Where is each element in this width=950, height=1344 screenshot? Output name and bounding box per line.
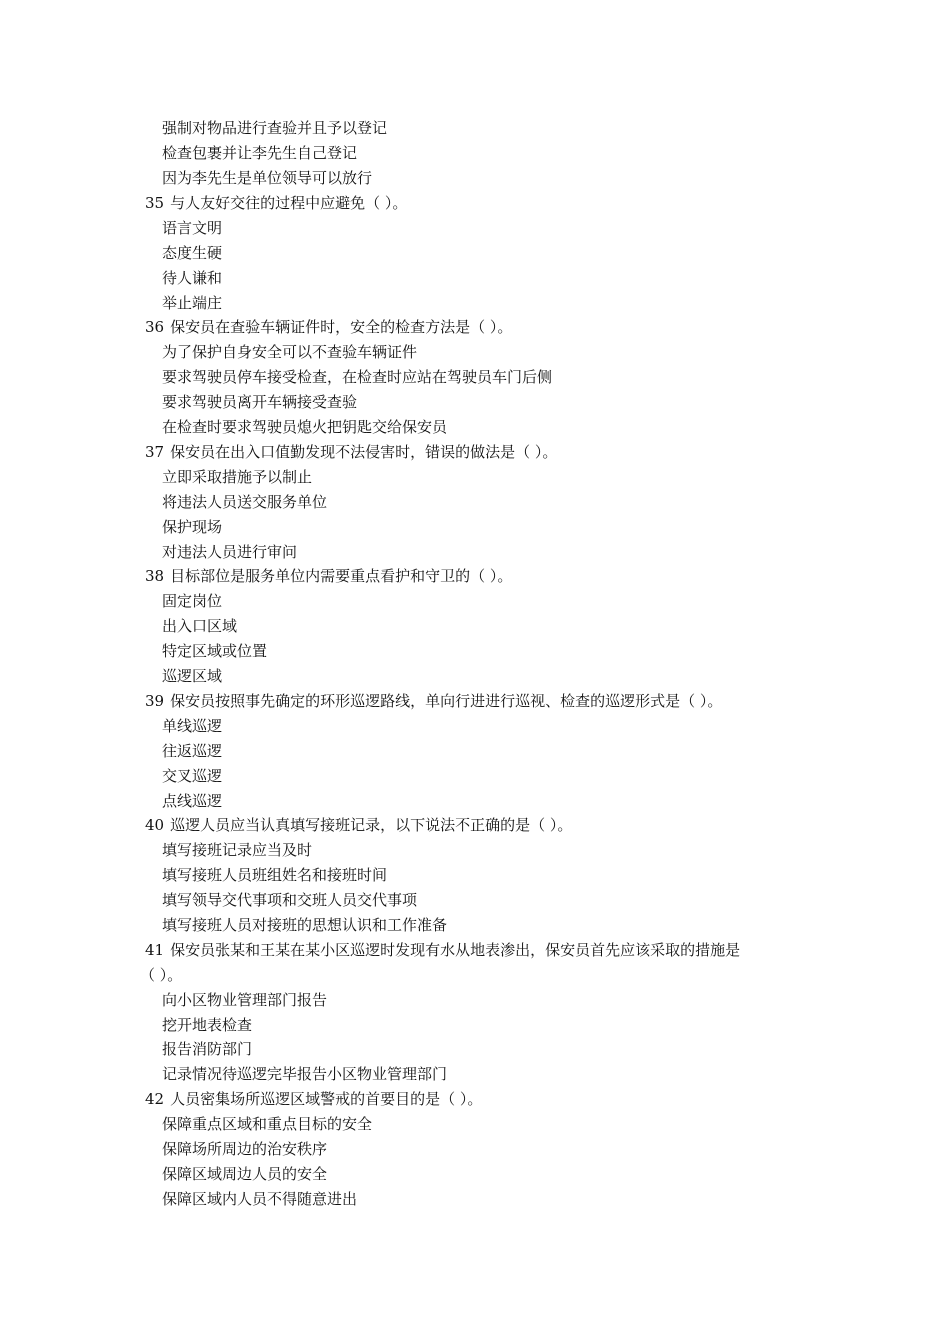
question-continuation: （ ）。 <box>140 966 183 984</box>
question-text: 保安员张某和王某在某小区巡逻时发现有水从地表渗出，保安员首先应该采取的措施是 <box>170 941 741 959</box>
option-line: 立即采取措施予以制止 <box>162 468 313 486</box>
option-line: 填写领导交代事项和交班人员交代事项 <box>162 891 418 909</box>
option-line: 向小区物业管理部门报告 <box>162 991 328 1009</box>
option-line: 语言文明 <box>162 219 223 237</box>
option-line: 往返巡逻 <box>162 742 223 760</box>
question-number: 35 <box>145 194 165 212</box>
question-text: 保安员按照事先确定的环形巡逻路线，单向行进进行巡视、检查的巡逻形式是（ ）。 <box>170 692 723 710</box>
question-number: 41 <box>145 941 165 959</box>
option-line: 保护现场 <box>162 518 223 536</box>
option-line: 要求驾驶员离开车辆接受查验 <box>162 393 358 411</box>
question-text: 巡逻人员应当认真填写接班记录，以下说法不正确的是（ ）。 <box>170 816 573 834</box>
option-line: 举止端庄 <box>162 294 223 312</box>
question-35 <box>145 193 407 213</box>
question-text: 人员密集场所巡逻区域警戒的首要目的是（ ）。 <box>170 1090 483 1108</box>
option-line: 特定区域或位置 <box>162 642 268 660</box>
option-line: 对违法人员进行审问 <box>162 543 298 561</box>
question-text: 保安员在出入口值勤发现不法侵害时，错误的做法是（ ）。 <box>170 443 558 461</box>
question-37 <box>145 442 557 462</box>
option-line: 要求驾驶员停车接受检查，在检查时应站在驾驶员车门后侧 <box>162 368 553 386</box>
option-line: 交叉巡逻 <box>162 767 223 785</box>
question-36 <box>145 317 512 337</box>
option-line: 因为李先生是单位领导可以放行 <box>162 169 373 187</box>
question-number: 36 <box>145 318 165 336</box>
question-text: 保安员在查验车辆证件时，安全的检查方法是（ ）。 <box>170 318 513 336</box>
option-line: 报告消防部门 <box>162 1040 253 1058</box>
option-line: 保障区域内人员不得随意进出 <box>162 1190 358 1208</box>
option-line: 巡逻区域 <box>162 667 223 685</box>
question-41 <box>145 940 740 960</box>
option-line: 点线巡逻 <box>162 792 223 810</box>
option-line: 态度生硬 <box>162 244 223 262</box>
option-line: 填写接班人员班组姓名和接班时间 <box>162 866 388 884</box>
option-line: 在检查时要求驾驶员熄火把钥匙交给保安员 <box>162 418 448 436</box>
option-line: 保障场所周边的治安秩序 <box>162 1140 328 1158</box>
option-line: 检查包裹并让李先生自己登记 <box>162 144 358 162</box>
question-text: 目标部位是服务单位内需要重点看护和守卫的（ ）。 <box>170 567 513 585</box>
question-number: 39 <box>145 692 165 710</box>
option-line: 固定岗位 <box>162 592 223 610</box>
option-line: 强制对物品进行查验并且予以登记 <box>162 119 388 137</box>
option-line: 填写接班记录应当及时 <box>162 841 313 859</box>
option-line: 保障区域周边人员的安全 <box>162 1165 328 1183</box>
question-42 <box>145 1089 482 1109</box>
question-number: 42 <box>145 1090 165 1108</box>
question-39 <box>145 691 722 711</box>
option-line: 单线巡逻 <box>162 717 223 735</box>
option-line: 保障重点区域和重点目标的安全 <box>162 1115 373 1133</box>
question-40 <box>145 815 572 835</box>
option-line: 为了保护自身安全可以不查验车辆证件 <box>162 343 418 361</box>
option-line: 将违法人员送交服务单位 <box>162 493 328 511</box>
option-line: 填写接班人员对接班的思想认识和工作准备 <box>162 916 448 934</box>
question-number: 40 <box>145 816 165 834</box>
option-line: 待人谦和 <box>162 269 223 287</box>
option-line: 挖开地表检查 <box>162 1016 253 1034</box>
question-38 <box>145 566 512 586</box>
option-line: 出入口区域 <box>162 617 238 635</box>
question-number: 38 <box>145 567 165 585</box>
question-number: 37 <box>145 443 165 461</box>
question-text: 与人友好交往的过程中应避免（ ）。 <box>170 194 408 212</box>
option-line: 记录情况待巡逻完毕报告小区物业管理部门 <box>162 1065 448 1083</box>
